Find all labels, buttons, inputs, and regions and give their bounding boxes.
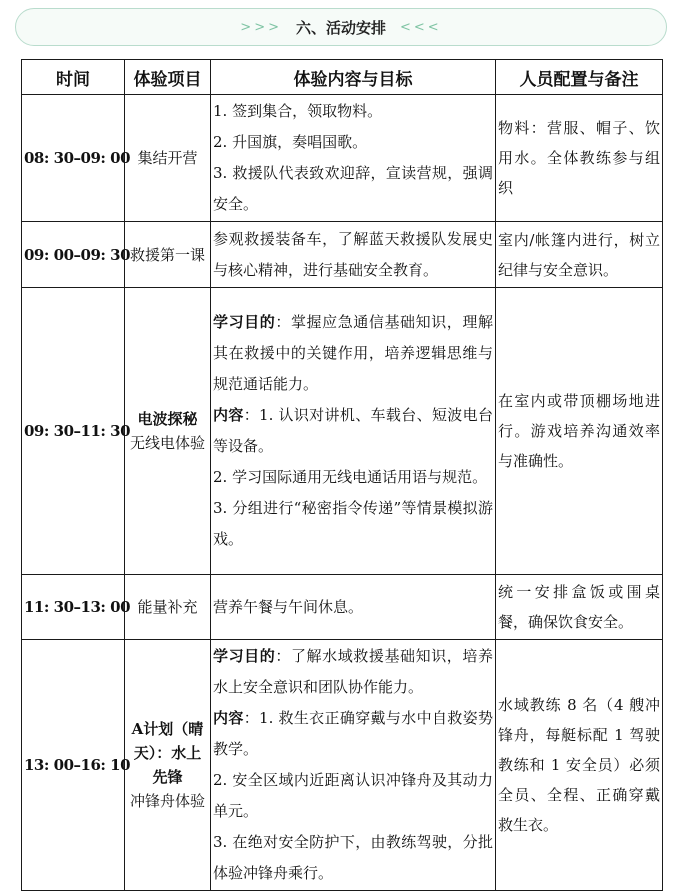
header-notes: 人员配置与备注 [496,60,663,95]
project-cell: 能量补充 [125,575,211,640]
project-subtitle: 无线电体验 [129,434,205,452]
content-line: 营养午餐与午间休息。 [213,597,364,616]
goal-text: ：了解水域救援基础知识，培养水上安全意识和团队协作能力。 [213,647,493,696]
table-row [22,95,663,222]
project-cell: 救援第一课 [125,222,211,288]
notes-cell: 在室内或带顶棚场地进行。游戏培养沟通效率与准确性。 [496,288,663,575]
header-time: 时间 [22,60,125,95]
content-line: ：1. 救生衣正确穿戴与水中自救姿势教学。 [213,709,493,758]
content-cell [211,288,496,575]
content-cell [211,95,496,222]
project-cell: 集结开营 [125,95,211,222]
time-cell: 08: 30–09: 00 [22,95,125,222]
content-line: ：1. 认识对讲机、车载台、短波电台等设备。 [213,406,493,455]
table-row [22,222,663,288]
table-row [22,288,663,575]
notes-cell: 室内/帐篷内进行，树立纪律与安全意识。 [496,222,663,288]
project-highlight: A计划（晴天）：水上先锋 [131,720,204,786]
content-line: 2. 安全区域内近距离认识冲锋舟及其动力单元。 [213,771,493,820]
project-cell [125,288,211,575]
banner-right-arrows: <<< [400,19,442,35]
time-cell: 09: 00–09: 30 [22,222,125,288]
content-label: 内容 [213,709,244,727]
time-cell: 09: 30–11: 30 [22,288,125,575]
content-line: 3. 救援队代表致欢迎辞，宣读营规，强调安全。 [213,164,493,213]
content-cell [211,222,496,288]
content-label: 内容 [213,406,244,424]
table-row [22,575,663,640]
content-cell [211,575,496,640]
goal-label: 学习目的 [213,313,276,331]
notes-cell: 物料：营服、帽子、饮用水。全体教练参与组织 [496,95,663,222]
content-line: 3. 在绝对安全防护下，由教练驾驶，分批体验冲锋舟乘行。 [213,833,493,882]
project-highlight: 电波探秘 [137,410,198,428]
goal-label: 学习目的 [213,647,276,665]
goal-text: ：掌握应急通信基础知识，理解其在救援中的关键作用，培养逻辑思维与规范通话能力。 [213,313,493,393]
time-cell: 11: 30–13: 00 [22,575,125,640]
project-subtitle: 冲锋舟体验 [129,792,205,810]
content-cell [211,640,496,891]
section-title: 六、活动安排 [295,18,386,37]
schedule-table [21,59,663,891]
content-line: 参观救援装备车，了解蓝天救援队发展史与核心精神，进行基础安全教育。 [213,229,493,279]
content-line: 2. 升国旗，奏唱国歌。 [213,133,368,151]
project-cell [125,640,211,891]
header-project: 体验项目 [125,60,211,95]
header-row [22,60,663,95]
content-line: 2. 学习国际通用无线电通话用语与规范。 [213,468,488,486]
time-cell: 13: 00–16: 10 [22,640,125,891]
header-content: 体验内容与目标 [211,60,496,95]
table-row [22,640,663,891]
notes-cell: 统一安排盒饭或围桌餐，确保饮食安全。 [496,575,663,640]
banner-left-arrows: >>> [240,19,282,35]
content-line: 3. 分组进行“秘密指令传递”等情景模拟游戏。 [213,499,493,548]
section-banner [15,8,667,46]
content-line: 1. 签到集合，领取物料。 [213,102,383,120]
notes-cell: 水域教练 8 名（4 艘冲锋舟，每艇标配 1 驾驶教练和 1 安全员）必须全员、全程、正确穿戴救生衣。 [496,640,663,891]
